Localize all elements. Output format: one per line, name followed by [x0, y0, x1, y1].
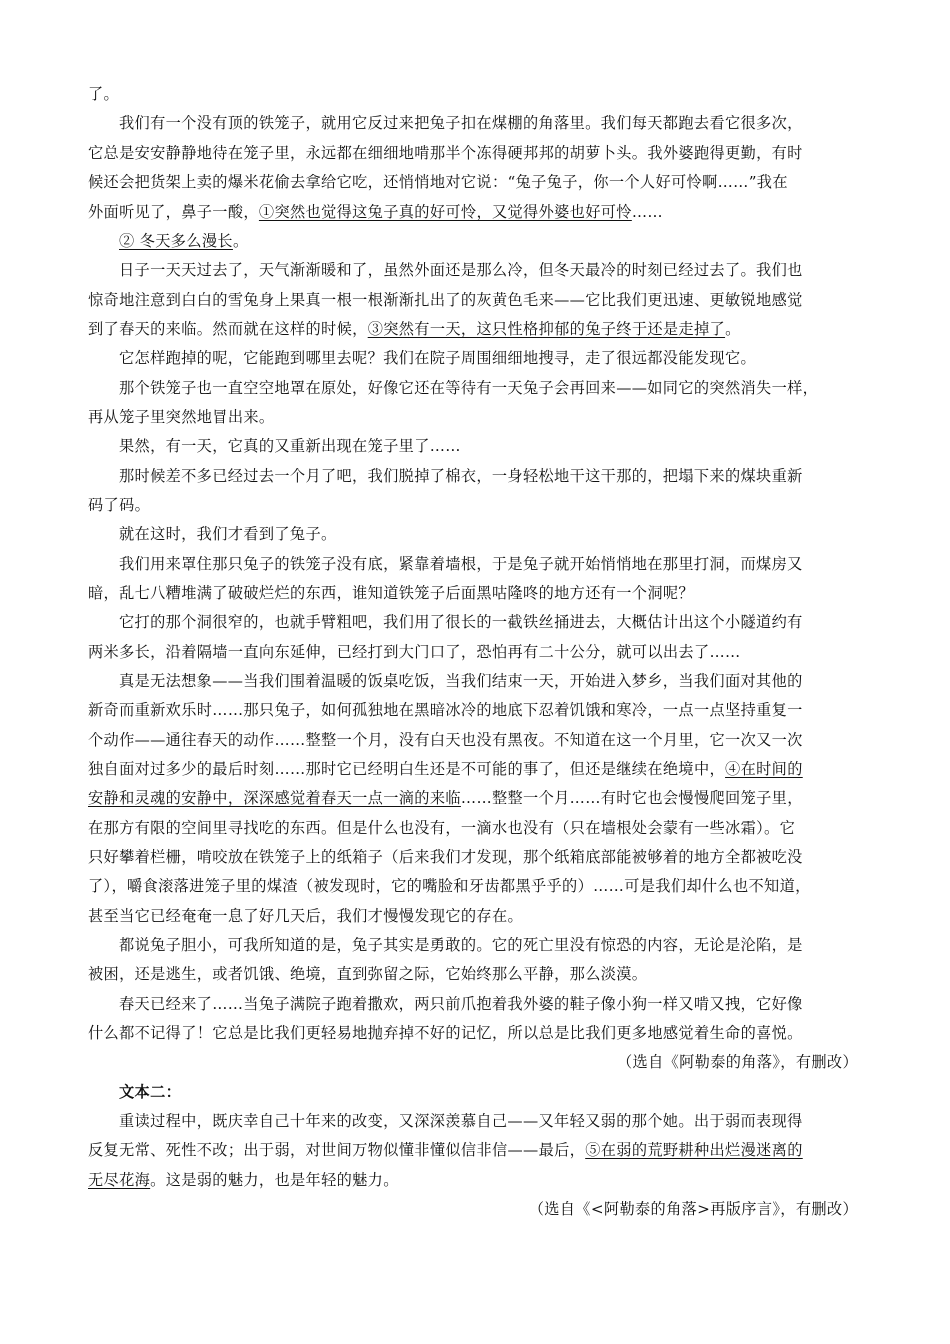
text-line: 无尽花海。这是弱的魅力，也是年轻的魅力。: [88, 1171, 399, 1189]
text-line: 重读过程中，既庆幸自己十年来的改变，又深深羡慕自己——又年轻又弱的那个她。出于弱而表现得: [119, 1112, 803, 1130]
text-line: 外面听见了，鼻子一酸，①突然也觉得这兔子真的好可怜，又觉得外婆也好可怜……: [88, 203, 663, 221]
text-line: 我们有一个没有顶的铁笼子，就用它反过来把兔子扣在煤棚的角落里。我们每天都跑去看它很多次，: [119, 114, 803, 132]
text-line: 那个铁笼子也一直空空地罩在原处，好像它还在等待有一天兔子会再回来——如同它的突然消失一样，: [119, 379, 819, 397]
text-line: 它打的那个洞很窄的，也就手臂粗吧，我们用了很长的一截铁丝捅进去，大概估计出这个小隧道约有: [119, 613, 803, 631]
text-line: 两米多长，沿着隔墙一直向东延伸，已经打到大门口了，恐怕再有二十公分，就可以出去了……: [88, 643, 741, 661]
text-line: 到了春天的来临。然而就在这样的时候，③突然有一天，这只性格抑郁的兔子终于还是走掉了。: [88, 320, 741, 338]
text-line: 独自面对过多少的最后时刻……那时它已经明白生还是不可能的事了，但还是继续在绝境中，④在时间的: [88, 760, 803, 778]
text-line: 在那方有限的空间里寻找吃的东西。但是什么也没有，一滴水也没有（只在墙根处会蒙有一些冰霜）。它: [88, 819, 796, 837]
underlined-sentence-5: ⑤在弱的荒野耕种出烂漫迷离的: [585, 1141, 803, 1159]
text-line: 新奇而重新欢乐时……那只兔子，如何孤独地在黑暗冰冷的地底下忍着饥饿和寒冷，一点一点坚持重复一: [88, 701, 803, 719]
text-line: 反复无常、死性不改；出于弱，对世间万物似懂非懂似信非信——最后，⑤在弱的荒野耕种出烂漫迷离的: [88, 1141, 803, 1159]
underlined-sentence-5-cont: 无尽花海: [88, 1171, 151, 1189]
text-line: 了。: [88, 85, 120, 103]
underlined-sentence-2: ② 冬天多么漫长: [119, 232, 233, 250]
text-line: 码了码。: [88, 496, 151, 514]
text-line: 它怎样跑掉的呢，它能跑到哪里去呢？我们在院子周围细细地搜寻，走了很远都没能发现它。: [119, 349, 757, 367]
text-line: 春天已经来了……当兔子满院子跑着撒欢，两只前爪抱着我外婆的鞋子像小狗一样又啃又拽，它好像: [119, 995, 803, 1013]
text-line: 暗，乱七八糟堆满了破破烂烂的东西，谁知道铁笼子后面黑咕隆咚的地方还有一个洞呢？: [88, 584, 694, 602]
text-line: 被困，还是逃生，或者饥饿、绝境，直到弥留之际，它始终那么平静，那么淡漠。: [88, 965, 648, 983]
text-line: ② 冬天多么漫长。: [119, 232, 249, 250]
source-citation: （选自《阿勒泰的角落》，有删改）: [617, 1053, 858, 1071]
text-line: 它总是安安静静地待在笼子里，永远都在细细地啃那半个冻得硬邦邦的胡萝卜头。我外婆跑得更勤，有时: [88, 144, 803, 162]
text-line: 候还会把货架上卖的爆米花偷去拿给它吃，还悄悄地对它说：“兔子兔子，你一个人好可怜啊……”我在: [88, 173, 788, 191]
source-citation: （选自《<阿勒泰的角落>再版序言》，有删改）: [528, 1200, 858, 1218]
text-line: 安静和灵魂的安静中，深深感觉着春天一点一滴的来临……整整一个月……有时它也会慢慢爬回笼子里，: [88, 789, 803, 807]
text-line: 日子一天天过去了，天气渐渐暖和了，虽然外面还是那么冷，但冬天最冷的时刻已经过去了。我们也: [119, 261, 803, 279]
text-line: 甚至当它已经奄奄一息了好几天后，我们才慢慢发现它的存在。: [88, 907, 524, 925]
underlined-sentence-1: ①突然也觉得这兔子真的好可怜，又觉得外婆也好可怜: [258, 203, 632, 221]
text-line: 果然，有一天，它真的又重新出现在笼子里了……: [119, 437, 461, 455]
text-line: 惊奇地注意到白白的雪兔身上果真一根一根渐渐扎出了的灰黄色毛来——它比我们更迅速、更敏锐地感觉: [88, 291, 803, 309]
text-line: 都说兔子胆小，可我所知道的是，兔子其实是勇敢的。它的死亡里没有惊恐的内容，无论是沦陷，是: [119, 936, 803, 954]
text-line: 什么都不记得了！它总是比我们更轻易地抛弃掉不好的记忆，所以总是比我们更多地感觉着生命的喜悦。: [88, 1024, 803, 1042]
section-heading: 文本二：: [119, 1083, 182, 1101]
text-line: 再从笼子里突然地冒出来。: [88, 408, 275, 426]
text-line: 个动作——通往春天的动作……整整一个月，没有白天也没有黑夜。不知道在这一个月里，它一次又一次: [88, 731, 803, 749]
underlined-sentence-3: ③突然有一天，这只性格抑郁的兔子终于还是走掉了: [367, 320, 726, 338]
text-line: 那时候差不多已经过去一个月了吧，我们脱掉了棉衣，一身轻松地干这干那的，把塌下来的煤块重新: [119, 467, 803, 485]
underlined-sentence-4: ④在时间的: [725, 760, 803, 778]
text-line: 我们用来罩住那只兔子的铁笼子没有底，紧靠着墙根，于是兔子就开始悄悄地在那里打洞，而煤房又: [119, 555, 803, 573]
text-line: 真是无法想象——当我们围着温暖的饭桌吃饭，当我们结束一天，开始进入梦乡，当我们面对其他的: [119, 672, 803, 690]
underlined-sentence-4-cont: 安静和灵魂的安静中，深深感觉着春天一点一滴的来临: [88, 789, 461, 807]
text-line: 只好攀着栏栅，啃咬放在铁笼子上的纸箱子（后来我们才发现，那个纸箱底部能被够着的地方全都被吃没: [88, 848, 803, 866]
text-line: 了），嚼食滚落进笼子里的煤渣（被发现时，它的嘴脸和牙齿都黑乎乎的）……可是我们却什么也不知道，: [88, 877, 811, 895]
text-line: 就在这时，我们才看到了兔子。: [119, 525, 337, 543]
